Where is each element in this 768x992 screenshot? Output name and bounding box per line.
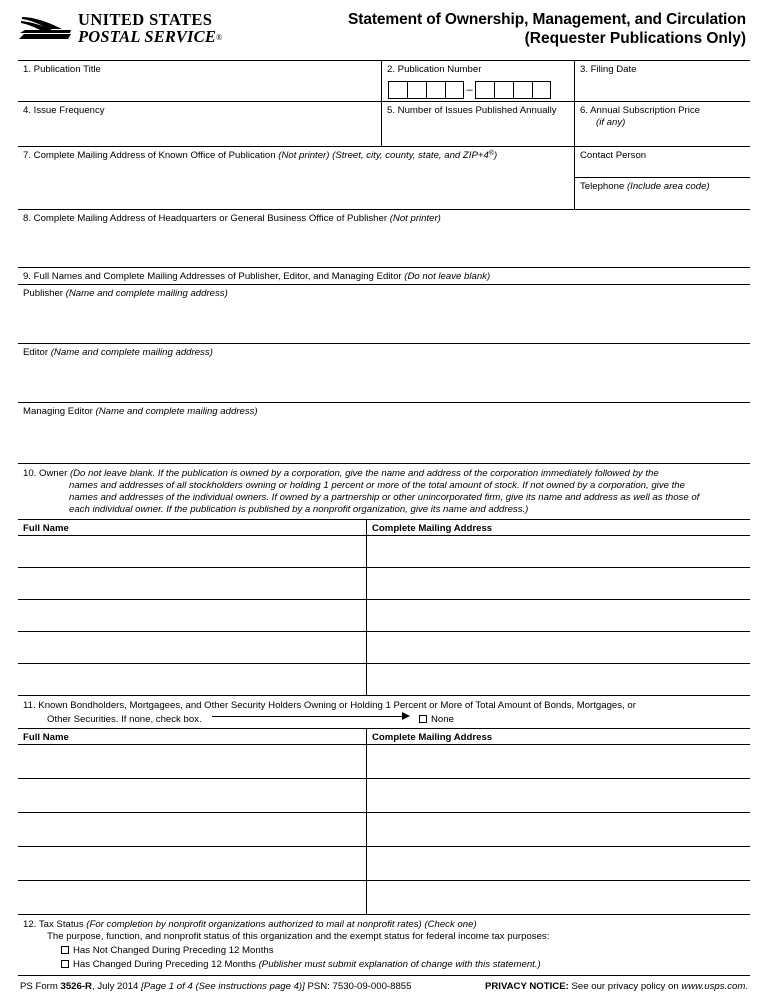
footer-privacy-notice: PRIVACY NOTICE: See our privacy policy on www.usps.com. xyxy=(484,980,748,992)
table-row[interactable] xyxy=(18,632,750,664)
label-issues-annually: 5. Number of Issues Published Annually xyxy=(387,105,557,116)
publisher-cell[interactable] xyxy=(18,285,750,343)
item-11-table-header xyxy=(18,729,750,745)
table-row[interactable] xyxy=(18,568,750,600)
row-1 xyxy=(18,61,750,102)
publication-number-boxes[interactable] xyxy=(388,81,570,99)
item-11-line-2: Other Securities. If none, check box. None xyxy=(47,713,454,725)
label-publication-number: 2. Publication Number xyxy=(387,64,482,75)
field-managing-editor[interactable] xyxy=(18,403,750,464)
form-footer xyxy=(18,976,750,992)
usps-line-2: POSTAL SERVICE® xyxy=(78,26,223,46)
field-office-address[interactable] xyxy=(18,147,574,209)
item-11-col-address: Complete Mailing Address xyxy=(366,729,750,744)
item-10-name-4[interactable] xyxy=(18,632,366,663)
pointer-arrow-icon xyxy=(212,712,410,720)
pubnum-box-1[interactable] xyxy=(388,81,407,99)
checkbox-has-not-changed[interactable] xyxy=(61,946,69,954)
tax-status-option-changed[interactable]: Has Changed During Preceding 12 Months (Publisher must submit explanation of change with this statement.) xyxy=(23,959,745,971)
field-publisher[interactable] xyxy=(18,285,750,344)
item-11-name-2[interactable] xyxy=(18,779,366,812)
item-12-tax-status xyxy=(18,915,750,976)
item-10-address-1[interactable] xyxy=(366,536,750,567)
pubnum-box-7[interactable] xyxy=(513,81,532,99)
item-10-name-3[interactable] xyxy=(18,600,366,631)
label-telephone: Telephone (Include area code) xyxy=(580,181,710,192)
contact-block xyxy=(574,147,750,209)
table-row[interactable] xyxy=(18,664,750,696)
item-10-heading xyxy=(18,464,750,520)
label-managing-editor: Managing Editor (Name and complete mailing address) xyxy=(23,406,258,417)
item-10-line-1: 10. Owner (Do not leave blank. If the publication is owned by a corporation, give the name and address of the corporation immediately followed by the xyxy=(23,468,659,479)
label-publication-title: 1. Publication Title xyxy=(23,64,101,75)
field-contact-person[interactable] xyxy=(575,147,750,178)
item-11-name-5[interactable] xyxy=(18,881,366,914)
table-row[interactable] xyxy=(18,813,750,847)
table-row[interactable] xyxy=(18,779,750,813)
item-11-name-4[interactable] xyxy=(18,847,366,880)
item-11-address-5[interactable] xyxy=(366,881,750,914)
table-row[interactable] xyxy=(18,847,750,881)
field-issues-annually[interactable] xyxy=(381,102,574,146)
table-row[interactable] xyxy=(18,745,750,779)
field-issue-frequency[interactable] xyxy=(18,102,381,146)
item-10-line-4: each individual owner. If the publication is published by a nonprofit organization, give its name and address.) xyxy=(69,503,529,515)
item-10-name-2[interactable] xyxy=(18,568,366,599)
item-11-address-4[interactable] xyxy=(366,847,750,880)
label-subscription-price: 6. Annual Subscription Price xyxy=(580,105,700,116)
tax-status-option-unchanged[interactable]: Has Not Changed During Preceding 12 Months xyxy=(23,945,745,957)
field-publication-title[interactable] xyxy=(18,61,381,101)
pubnum-dash: – xyxy=(466,83,473,96)
item-12-line-2: The purpose, function, and nonprofit status of this organization and the exempt status for federal income tax purposes: xyxy=(47,930,550,942)
managing-editor-cell[interactable] xyxy=(18,403,750,463)
editor-cell[interactable] xyxy=(18,344,750,402)
field-editor[interactable] xyxy=(18,344,750,403)
field-subscription-price[interactable] xyxy=(574,102,750,146)
item-10-table-header xyxy=(18,520,750,536)
label-editor: Editor (Name and complete mailing address) xyxy=(23,347,213,358)
item-11-address-3[interactable] xyxy=(366,813,750,846)
footer-form-info: PS Form 3526-R, July 2014 [Page 1 of 4 (See instructions page 4)] PSN: 7530-09-000-8855 xyxy=(20,980,412,992)
row-9-header xyxy=(18,268,750,285)
item-10-name-5[interactable] xyxy=(18,664,366,695)
item-11-heading xyxy=(18,696,750,729)
item-10-address-5[interactable] xyxy=(366,664,750,695)
item-10-address-2[interactable] xyxy=(366,568,750,599)
label-headquarters-address: 8. Complete Mailing Address of Headquarters or General Business Office of Publisher (Not printer) xyxy=(23,213,441,224)
label-publisher: Publisher (Name and complete mailing address) xyxy=(23,288,228,299)
label-item-9: 9. Full Names and Complete Mailing Addresses of Publisher, Editor, and Managing Editor (Do not leave blank) xyxy=(23,271,491,282)
item-10-address-4[interactable] xyxy=(366,632,750,663)
page-title xyxy=(248,10,750,49)
label-office-address: 7. Complete Mailing Address of Known Office of Publication (Not printer) (Street, city, county, state, and ZIP+4®) xyxy=(23,150,498,161)
row-3 xyxy=(18,147,750,210)
item-10-line-3: names and addresses of the individual owners. If owned by a partnership or other unincorporated firm, give its name and address as well as those of xyxy=(69,491,700,503)
checkbox-has-changed[interactable] xyxy=(61,960,69,968)
title-line-2: (Requester Publications Only) xyxy=(524,30,746,48)
field-headquarters-address[interactable] xyxy=(18,210,750,267)
pubnum-box-6[interactable] xyxy=(494,81,513,99)
item-10-col-address: Complete Mailing Address xyxy=(366,520,750,535)
usps-wordmark xyxy=(78,12,222,46)
item-11-address-2[interactable] xyxy=(366,779,750,812)
field-telephone[interactable] xyxy=(575,178,750,209)
table-row[interactable] xyxy=(18,536,750,568)
row-4 xyxy=(18,210,750,268)
pubnum-box-3[interactable] xyxy=(426,81,445,99)
item-11-name-1[interactable] xyxy=(18,745,366,778)
label-filing-date: 3. Filing Date xyxy=(580,64,637,75)
label-issue-frequency: 4. Issue Frequency xyxy=(23,105,105,116)
none-checkbox[interactable] xyxy=(419,715,427,723)
pubnum-box-2[interactable] xyxy=(407,81,426,99)
form-header xyxy=(18,10,750,58)
item-11-line-1: 11. Known Bondholders, Mortgagees, and Other Security Holders Owning or Holding 1 Percent or More of Total Amount of Bonds, Mortgages, or xyxy=(23,699,636,711)
usps-line-1: UNITED STATES xyxy=(78,10,213,29)
title-line-1: Statement of Ownership, Management, and Circulation xyxy=(348,11,746,28)
item-10-line-2: names and addresses of all stockholders owning or holding 1 percent or more of the total amount of stock. If not owned by a corporation, give the xyxy=(69,479,685,491)
item-11-address-1[interactable] xyxy=(366,745,750,778)
table-row[interactable] xyxy=(18,881,750,915)
item-10-name-1[interactable] xyxy=(18,536,366,567)
item-12-line-1: 12. Tax Status (For completion by nonprofit organizations authorized to mail at nonprofit rates) (Check one) xyxy=(23,918,477,930)
usps-logo xyxy=(18,10,248,46)
label-contact-person: Contact Person xyxy=(580,150,647,161)
pubnum-box-8[interactable] xyxy=(532,81,551,99)
item-10-col-full-name: Full Name xyxy=(23,522,69,534)
pubnum-box-4[interactable] xyxy=(445,81,464,99)
eagle-logo-icon xyxy=(18,13,72,45)
field-filing-date[interactable] xyxy=(574,61,750,101)
item-11-col-full-name: Full Name xyxy=(23,731,69,743)
item-10-address-3[interactable] xyxy=(366,600,750,631)
field-publication-number[interactable] xyxy=(381,61,574,101)
table-row[interactable] xyxy=(18,600,750,632)
row-2 xyxy=(18,102,750,147)
item-11-name-3[interactable] xyxy=(18,813,366,846)
label-subscription-price-sub: (if any) xyxy=(596,116,626,128)
pubnum-box-5[interactable] xyxy=(475,81,494,99)
form-body xyxy=(18,60,750,976)
